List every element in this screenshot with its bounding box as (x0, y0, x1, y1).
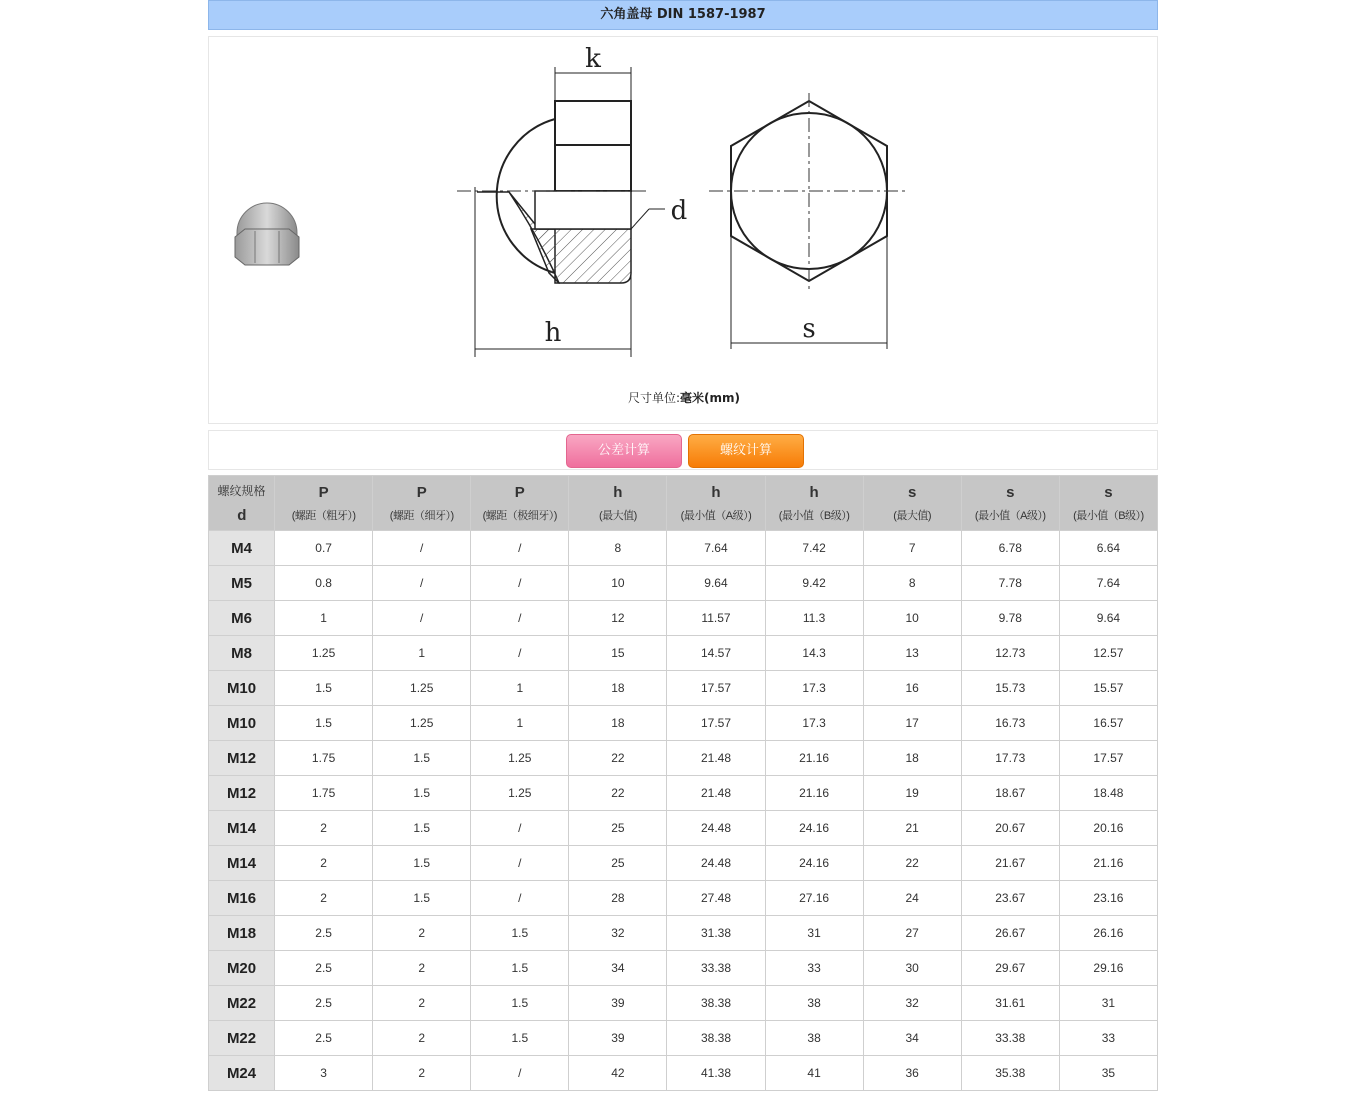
column-header-symbol: s (1104, 483, 1113, 501)
table-cell: 1.5 (471, 986, 569, 1021)
table-cell: / (471, 601, 569, 636)
label-d: d (670, 196, 688, 226)
table-cell: 20.67 (961, 811, 1059, 846)
column-header (765, 476, 863, 531)
table-cell: 21.48 (667, 776, 765, 811)
table-row (209, 951, 1158, 986)
table-cell: / (471, 1056, 569, 1091)
header-row (209, 476, 1158, 531)
column-header-subtitle: (螺距（粗牙）) (291, 509, 356, 522)
table-cell: 12.73 (961, 636, 1059, 671)
table-cell: 1.5 (373, 881, 471, 916)
table-cell: 35 (1059, 1056, 1157, 1091)
table-cell: 35.38 (961, 1056, 1059, 1091)
table-cell: 18.67 (961, 776, 1059, 811)
table-cell: 21.48 (667, 741, 765, 776)
column-header-symbol: P (318, 483, 329, 501)
table-cell: 9.78 (961, 601, 1059, 636)
column-header (667, 476, 765, 531)
table-cell: 1.5 (373, 811, 471, 846)
table-cell: 34 (863, 1021, 961, 1056)
table-row (209, 811, 1158, 846)
column-header-subtitle: (最小值（B级）) (778, 509, 850, 522)
unit-note (209, 389, 1159, 406)
table-cell: 0.7 (275, 531, 373, 566)
table-cell: 27.16 (765, 881, 863, 916)
table-cell: 11.57 (667, 601, 765, 636)
table-cell: / (471, 636, 569, 671)
table-row (209, 566, 1158, 601)
table-cell: 6.78 (961, 531, 1059, 566)
table-cell: 42 (569, 1056, 667, 1091)
table-cell: 11.3 (765, 601, 863, 636)
table-cell: 29.67 (961, 951, 1059, 986)
table-cell: 31 (765, 916, 863, 951)
table-cell: 15 (569, 636, 667, 671)
thread-size-cell: M14 (209, 846, 275, 881)
table-cell: 20.16 (1059, 811, 1157, 846)
table-cell: 32 (863, 986, 961, 1021)
table-cell: 3 (275, 1056, 373, 1091)
thread-size-cell: M5 (209, 566, 275, 601)
table-cell: 1.25 (275, 636, 373, 671)
table-cell: 12.57 (1059, 636, 1157, 671)
table-cell: 38.38 (667, 986, 765, 1021)
table-cell: 1 (471, 671, 569, 706)
table-cell: / (471, 881, 569, 916)
table-cell: 32 (569, 916, 667, 951)
table-cell: / (471, 846, 569, 881)
column-header-subtitle: (最大值) (598, 509, 637, 522)
table-cell: 12 (569, 601, 667, 636)
table-cell: 1.5 (471, 916, 569, 951)
table-cell: 16 (863, 671, 961, 706)
table-cell: 39 (569, 986, 667, 1021)
table-cell: 9.64 (667, 566, 765, 601)
table-cell: 1.5 (275, 671, 373, 706)
column-header-symbol: P (514, 483, 525, 501)
table-cell: 1.5 (373, 846, 471, 881)
table-cell: 18 (569, 706, 667, 741)
table-row (209, 846, 1158, 881)
table-cell: 38 (765, 1021, 863, 1056)
table-cell: 7.64 (1059, 566, 1157, 601)
column-header-subtitle: (螺距（极细牙）) (482, 509, 557, 522)
table-cell: 2 (275, 881, 373, 916)
table-cell: 27 (863, 916, 961, 951)
thread-size-cell: M10 (209, 671, 275, 706)
table-cell: 13 (863, 636, 961, 671)
table-cell: 19 (863, 776, 961, 811)
column-header-symbol: P (416, 483, 427, 501)
table-cell: 9.42 (765, 566, 863, 601)
label-s: s (802, 314, 816, 344)
table-cell: 26.16 (1059, 916, 1157, 951)
side-view-drawing (457, 67, 665, 357)
thread-size-cell: M20 (209, 951, 275, 986)
table-cell: 16.73 (961, 706, 1059, 741)
table-cell: 21.16 (765, 776, 863, 811)
column-header (209, 476, 275, 531)
table-cell: 14.57 (667, 636, 765, 671)
table-cell: 39 (569, 1021, 667, 1056)
table-cell: 1.5 (373, 741, 471, 776)
table-header (209, 476, 1158, 531)
table-cell: 21.16 (1059, 846, 1157, 881)
table-cell: 22 (569, 776, 667, 811)
table-cell: 1.75 (275, 776, 373, 811)
table-cell: 24.48 (667, 811, 765, 846)
column-header (569, 476, 667, 531)
table-cell: 24 (863, 881, 961, 916)
table-cell: 27.48 (667, 881, 765, 916)
column-header-symbol: s (908, 483, 917, 501)
thread-size-cell: M14 (209, 811, 275, 846)
table-cell: 2 (373, 1021, 471, 1056)
table-cell: 2 (373, 986, 471, 1021)
table-cell: 0.8 (275, 566, 373, 601)
unit-note-prefix: 尺寸单位: (627, 391, 681, 405)
table-cell: / (471, 811, 569, 846)
table-row (209, 881, 1158, 916)
table-cell: 8 (863, 566, 961, 601)
unit-note-value: 毫米(mm) (680, 391, 741, 405)
table-cell: 38 (765, 986, 863, 1021)
table-cell: 36 (863, 1056, 961, 1091)
table-cell: 2 (373, 1056, 471, 1091)
table-cell: 31.61 (961, 986, 1059, 1021)
table-row (209, 706, 1158, 741)
tolerance-calc-button[interactable]: 公差计算 (566, 434, 682, 468)
table-row (209, 636, 1158, 671)
table-cell: 1.5 (275, 706, 373, 741)
column-header-subtitle: (最小值（A级）) (680, 509, 752, 522)
thread-size-cell: M22 (209, 986, 275, 1021)
table-cell: 18.48 (1059, 776, 1157, 811)
table-cell: 2 (275, 846, 373, 881)
table-cell: 1.25 (373, 706, 471, 741)
column-header-subtitle: d (237, 507, 246, 524)
column-header (1059, 476, 1157, 531)
table-cell: 29.16 (1059, 951, 1157, 986)
table-cell: 1.25 (471, 741, 569, 776)
table-cell: 2.5 (275, 1021, 373, 1056)
table-cell: 17 (863, 706, 961, 741)
spec-table (208, 475, 1158, 1091)
table-row (209, 601, 1158, 636)
column-header-subtitle: (最大值) (893, 509, 932, 522)
table-cell: 7 (863, 531, 961, 566)
table-row (209, 1021, 1158, 1056)
table-cell: 30 (863, 951, 961, 986)
table-cell: / (471, 566, 569, 601)
page-wrapper (208, 0, 1158, 1082)
table-row (209, 986, 1158, 1021)
table-cell: 22 (863, 846, 961, 881)
table-cell: 17.57 (667, 671, 765, 706)
column-header (373, 476, 471, 531)
thread-size-cell: M24 (209, 1056, 275, 1091)
table-cell: 21 (863, 811, 961, 846)
table-cell: 17.57 (667, 706, 765, 741)
table-cell: 15.73 (961, 671, 1059, 706)
table-cell: 17.3 (765, 671, 863, 706)
thread-size-cell: M12 (209, 776, 275, 811)
table-cell: 33.38 (667, 951, 765, 986)
table-cell: 24.16 (765, 846, 863, 881)
table-cell: 34 (569, 951, 667, 986)
table-cell: / (471, 531, 569, 566)
table-row (209, 916, 1158, 951)
table-cell: 7.78 (961, 566, 1059, 601)
table-cell: 18 (863, 741, 961, 776)
thread-size-cell: M6 (209, 601, 275, 636)
thread-size-cell: M10 (209, 706, 275, 741)
column-header-symbol: h (613, 483, 623, 501)
table-cell: 33.38 (961, 1021, 1059, 1056)
table-cell: 17.57 (1059, 741, 1157, 776)
thread-size-cell: M4 (209, 531, 275, 566)
table-cell: 1 (275, 601, 373, 636)
column-header (471, 476, 569, 531)
table-cell: 1.25 (373, 671, 471, 706)
top-view-drawing (709, 93, 909, 349)
table-cell: 33 (765, 951, 863, 986)
table-cell: 2 (373, 916, 471, 951)
label-k: k (585, 44, 601, 74)
table-cell: 7.42 (765, 531, 863, 566)
column-header-symbol: 螺纹规格 (217, 484, 266, 498)
table-cell: 2.5 (275, 986, 373, 1021)
table-cell: 31.38 (667, 916, 765, 951)
table-cell: 24.48 (667, 846, 765, 881)
column-header-subtitle: (最小值（B级）) (1073, 509, 1144, 522)
column-header-symbol: s (1006, 483, 1015, 501)
table-cell: 28 (569, 881, 667, 916)
table-cell: 8 (569, 531, 667, 566)
column-header (961, 476, 1059, 531)
table-cell: 21.16 (765, 741, 863, 776)
column-header-subtitle: (螺距（细牙）) (389, 509, 454, 522)
thread-calc-button[interactable]: 螺纹计算 (688, 434, 804, 468)
table-cell: 1.25 (471, 776, 569, 811)
table-cell: 33 (1059, 1021, 1157, 1056)
table-cell: 2.5 (275, 951, 373, 986)
column-header-symbol: h (711, 483, 721, 501)
table-cell: 10 (863, 601, 961, 636)
column-header-symbol: h (809, 483, 819, 501)
table-cell: 16.57 (1059, 706, 1157, 741)
thread-size-cell: M22 (209, 1021, 275, 1056)
table-cell: 1.5 (471, 1021, 569, 1056)
thread-size-cell: M16 (209, 881, 275, 916)
table-cell: 25 (569, 811, 667, 846)
table-cell: 1.5 (373, 776, 471, 811)
thread-size-cell: M12 (209, 741, 275, 776)
table-row (209, 741, 1158, 776)
table-cell: 2 (373, 951, 471, 986)
table-cell: 25 (569, 846, 667, 881)
table-cell: 23.16 (1059, 881, 1157, 916)
table-cell: 15.57 (1059, 671, 1157, 706)
table-cell: 38.38 (667, 1021, 765, 1056)
thread-size-cell: M18 (209, 916, 275, 951)
table-cell: 1.5 (471, 951, 569, 986)
table-cell: 1 (471, 706, 569, 741)
table-cell: 1 (373, 636, 471, 671)
table-cell: 41 (765, 1056, 863, 1091)
table-cell: 9.64 (1059, 601, 1157, 636)
table-cell: 2.5 (275, 916, 373, 951)
table-cell: / (373, 601, 471, 636)
table-cell: 31 (1059, 986, 1157, 1021)
table-cell: 21.67 (961, 846, 1059, 881)
label-h: h (544, 318, 562, 348)
table-cell: 7.64 (667, 531, 765, 566)
table-cell: 2 (275, 811, 373, 846)
calculator-buttons (208, 430, 1158, 470)
table-cell: 1.75 (275, 741, 373, 776)
table-row (209, 671, 1158, 706)
column-header (863, 476, 961, 531)
page-title: 六角盖母 DIN 1587-1987 (208, 0, 1158, 30)
table-cell: 14.3 (765, 636, 863, 671)
table-cell: 17.3 (765, 706, 863, 741)
table-cell: 24.16 (765, 811, 863, 846)
table-row (209, 531, 1158, 566)
thread-size-cell: M8 (209, 636, 275, 671)
table-cell: 23.67 (961, 881, 1059, 916)
table-row (209, 776, 1158, 811)
table-cell: 6.64 (1059, 531, 1157, 566)
drawing-panel (208, 36, 1158, 424)
table-cell: 26.67 (961, 916, 1059, 951)
table-cell: 22 (569, 741, 667, 776)
table-cell: / (373, 531, 471, 566)
cap-nut-3d-icon (235, 203, 299, 265)
table-cell: 41.38 (667, 1056, 765, 1091)
cap-nut-drawing (209, 37, 1159, 425)
table-row (209, 1056, 1158, 1091)
table-cell: 17.73 (961, 741, 1059, 776)
column-header (275, 476, 373, 531)
table-cell: / (373, 566, 471, 601)
table-cell: 18 (569, 671, 667, 706)
table-cell: 10 (569, 566, 667, 601)
column-header-subtitle: (最小值（A级）) (974, 509, 1046, 522)
table-body (209, 531, 1158, 1091)
